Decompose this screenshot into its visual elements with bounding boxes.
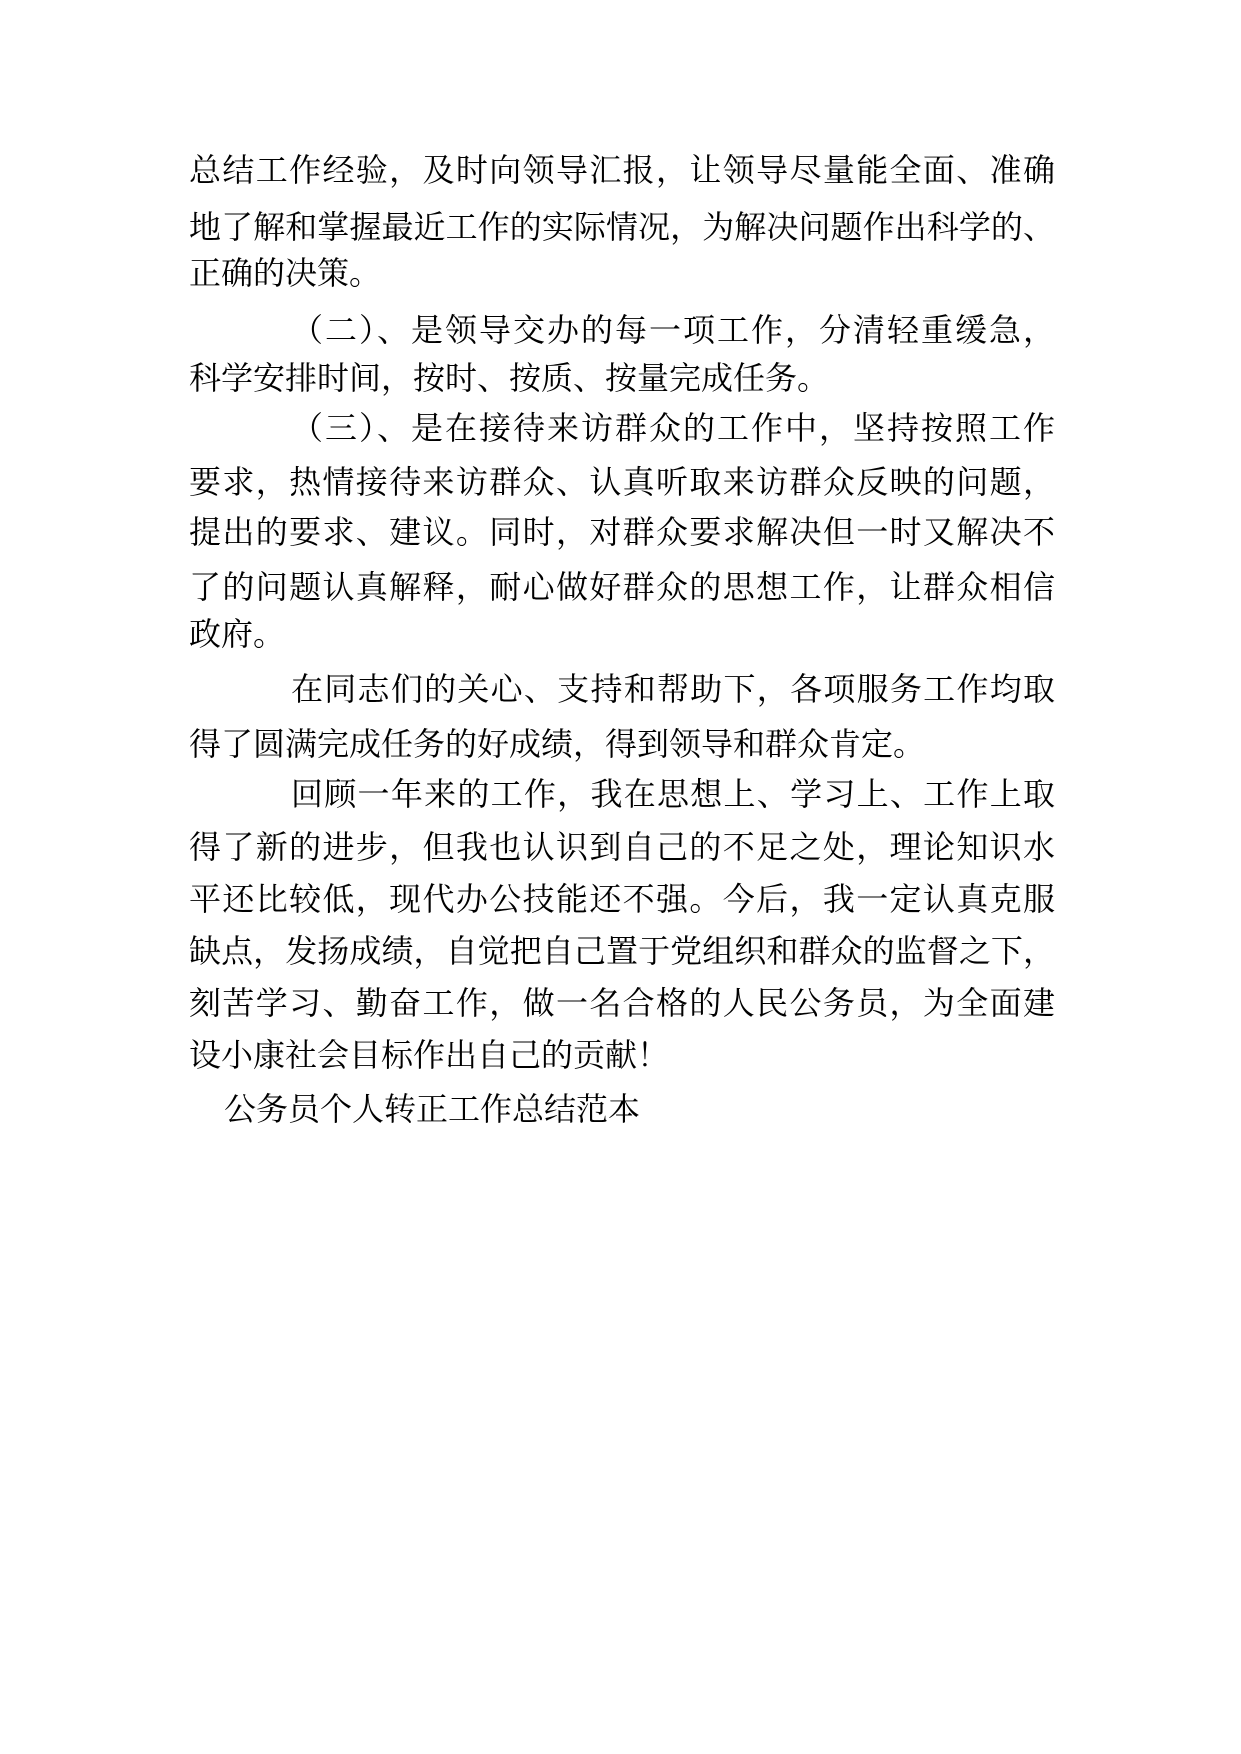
text-line: 了的问题认真解释，耐心做好群众的思想工作，让群众相信 [189, 568, 1055, 606]
text-line: 政府。 [189, 615, 286, 653]
text-line: 要求，热情接待来访群众、认真听取来访群众反映的问题， [189, 463, 1055, 501]
text-line: 得了新的进步，但我也认识到自己的不足之处，理论知识水 [189, 828, 1055, 866]
text-line: 提出的要求、建议。同时，对群众要求解决但一时又解决不 [189, 513, 1055, 551]
text-line: 总结工作经验，及时向领导汇报，让领导尽量能全面、准确 [189, 151, 1055, 189]
paragraph-2-start: （二）、是领导交办的每一项工作，分清轻重缓急， [291, 311, 1055, 349]
document-title-footer: 公务员个人转正工作总结范本 [224, 1090, 641, 1128]
text-line: 缺点，发扬成绩，自觉把自己置于党组织和群众的监督之下， [189, 932, 1055, 970]
text-line: 地了解和掌握最近工作的实际情况，为解决问题作出科学的、 [189, 208, 1055, 246]
text-line: 科学安排时间，按时、按质、按量完成任务。 [189, 359, 830, 397]
text-line: 设小康社会目标作出自己的贡献！ [189, 1036, 670, 1074]
paragraph-4-start: 在同志们的关心、支持和帮助下，各项服务工作均取 [291, 670, 1055, 708]
text-line: 刻苦学习、勤奋工作，做一名合格的人民公务员，为全面建 [189, 984, 1055, 1022]
text-line: 正确的决策。 [189, 254, 382, 292]
text-line: 平还比较低，现代办公技能还不强。今后，我一定认真克服 [189, 880, 1055, 918]
paragraph-3-start: （三）、是在接待来访群众的工作中，坚持按照工作 [291, 409, 1055, 447]
paragraph-5-start: 回顾一年来的工作，我在思想上、学习上、工作上取 [291, 775, 1055, 813]
text-line: 得了圆满完成任务的好成绩，得到领导和群众肯定。 [189, 725, 926, 763]
